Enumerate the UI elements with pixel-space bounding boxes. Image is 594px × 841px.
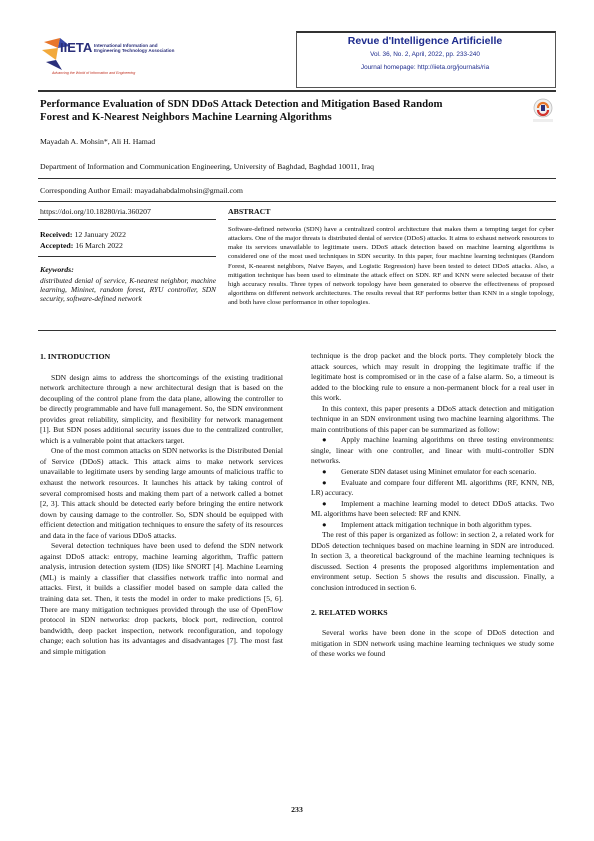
- logo-org-name: International Information and Engineering Technology Association: [94, 43, 175, 54]
- logo-tagline: Advancing the World of Information and Engineering: [52, 71, 136, 75]
- list-item: ● Implement attack mitigation technique in both algorithm types.: [311, 520, 554, 531]
- paragraph: Several detection techniques have been used to defend the SDN network against DDoS attack: entropy, machine learning algorithm, Traffic pattern analysis, intrusion detection system (IDS) like SNORT [4]. Machine Learning (ML) is mainly a classifier that classifies network traffic into normal and attacks. First, it builds a classifier model based on sample data called the training data set. Then, it tests the model in order to make predictions [5, 6]. There are many mitigation techniques provided through the use of OpenFlow protocol in SDN networks: drop packets, block port, redirection, control bandwidth, deep packet inspection, network reconfiguration, and topology change; each solution has its advantages and disadvantages [7]. The most fast and simple mitigation: [40, 541, 283, 656]
- bullet-icon: ●: [322, 467, 327, 477]
- journal-title: Revue d'Intelligence Artificielle: [347, 35, 503, 47]
- divider: [38, 201, 556, 202]
- accepted-label: Accepted:: [40, 241, 74, 250]
- journal-homepage-link[interactable]: Journal homepage: http://iieta.org/journals/ria: [360, 64, 490, 71]
- paragraph: One of the most common attacks on SDN networks is the Distributed Denial of Service (DDoS) attack. This attack aims to make network services unavailable to legitimate users by sending large amounts of malicious traffic to exhaust the network resources. It launches his attack by taking control of several compromised hosts and making them part of a network called a botnet [2, 3]. This attack should be detected early before bringing the entire network down by causing damage to the controller. So, SDN should be equipped with efficient detection and mitigation techniques to ensure the safety of its resources and data in the face of various DDoS attacks.: [40, 446, 283, 540]
- body-left-column: [40, 352, 283, 657]
- keywords: distributed denial of service, K-nearest neighbor, machine learning, Mininet, random forest, RYU controller, SDN security, software-defined network: [40, 276, 216, 304]
- paragraph: In this context, this paper presents a DDoS attack detection and mitigation technique in an SDN environment using two machine learning algorithms. The main contributions of this paper can be summarized as follow:: [311, 403, 554, 434]
- journal-volume: Vol. 36, No. 2, April, 2022, pp. 233-240: [370, 51, 480, 58]
- page-number: 233: [291, 805, 303, 814]
- check-for-updates-icon[interactable]: [531, 98, 555, 124]
- divider: [38, 219, 216, 220]
- bullet-icon: ●: [322, 519, 327, 529]
- received-date: 12 January 2022: [74, 230, 126, 239]
- paragraph: Several works have been done in the scope of DDoS detection and mitigation in SDN network using machine learning techniques we study some of these works we found: [311, 628, 554, 659]
- paper-title: Performance Evaluation of SDN DDoS Attack Detection and Mitigation Based Random Forest and K-Nearest Neighbors Machine Learning Algorithms: [40, 98, 443, 124]
- bullet-icon: ●: [322, 477, 327, 487]
- doi-link[interactable]: https://doi.org/10.18280/ria.360207: [40, 207, 151, 216]
- list-item: ● Evaluate and compare four different ML algorithms (RF, KNN, NB, LR) accuracy.: [311, 477, 554, 498]
- paragraph: The rest of this paper is organized as follow: in section 2, a related work for DDoS detection techniques based on machine learning in SDN are introduced. In section 3, a theoretical background of the machine learning techniques is discussed. Section 4 presents the proposed algorithms implementation and environment setup. Section 5 shows the results and discussion. Finally, a conclusion introduced in section 6.: [311, 530, 554, 593]
- divider: [38, 90, 556, 92]
- list-item: ● Apply machine learning algorithms on three testing environments: single, linear with one controller, and linear with multi-controller SDN networks.: [311, 435, 554, 466]
- keywords-label: Keywords:: [40, 265, 74, 274]
- divider: [38, 178, 556, 179]
- list-item: ● Implement a machine learning model to detect DDoS attacks. Two ML algorithms have been selected: RF and KNN.: [311, 498, 554, 519]
- paragraph: SDN design aims to address the shortcomings of the existing traditional network architecture through a new architectural design that is based on the decoupling of the control plane from the data plane, allowing the controller to be directly programmable and have full management. So, the SDN environment provides great reliability, simplicity, and flexibility for network management [1]. But SDN poses additional security issues due to the centralized controller, which is a vulnerable point that attackers target.: [40, 372, 283, 445]
- authors: Mayadah A. Mohsin*, Ali H. Hamad: [40, 137, 156, 146]
- paragraph: technique is the drop packet and the block ports. They completely block the attack sources, which may result in dropping the legitimate traffic if the legitimate host is compromised or in the case of a false alarm. So, a timeout is added to the blocking rule to ensure a non-permanent block for a real user in this work.: [311, 351, 554, 403]
- abstract-heading: ABSTRACT: [228, 207, 271, 216]
- divider: [38, 330, 556, 331]
- corresponding-author: Corresponding Author Email: mayadahabdalmohsin@gmail.com: [40, 186, 243, 195]
- section-heading-introduction: 1. INTRODUCTION: [40, 352, 111, 361]
- accepted-date: 16 March 2022: [75, 241, 123, 250]
- affiliation: Department of Information and Communication Engineering, University of Baghdad, Baghdad 10011, Iraq: [40, 162, 375, 171]
- list-item: ● Generate SDN dataset using Mininet emulator for each scenario.: [311, 467, 554, 478]
- logo-wordmark: IIETA: [60, 40, 93, 55]
- divider: [38, 256, 216, 257]
- abstract-text: Software-defined networks (SDN) have a centralized control architecture that makes them a tempting target for cyber attackers. One of the major threats is distributed denial of service (DDoS) attacks. It aims to exhaust network resources to make its services unavailable to legitimate users. DDoS attack detection based on machine learning algorithms is considered one of the most used techniques in SDN security. In this paper, four machine learning techniques (Random Forest, K-nearest neighbors, Naive Bayes, and Logistic Regression) have been tested to detect DDoS attacks. Also, a mitigation technique has been used to eliminate the attack effect on SDN. RF and KNN were selected because of their high accuracy results. Three types of network topology have been generated to observe the effectiveness of proposed algorithms on different network architectures. The results reveal that RF performs better than KNN in a single topology, and both have close performance in other topologies.: [228, 226, 554, 307]
- bullet-icon: ●: [322, 498, 327, 508]
- received-label: Received:: [40, 230, 73, 239]
- bullet-icon: ●: [322, 435, 327, 445]
- dates: [40, 229, 126, 251]
- divider: [228, 219, 556, 220]
- body-right-column: [311, 351, 554, 660]
- section-heading-related-works: 2. RELATED WORKS: [311, 607, 388, 617]
